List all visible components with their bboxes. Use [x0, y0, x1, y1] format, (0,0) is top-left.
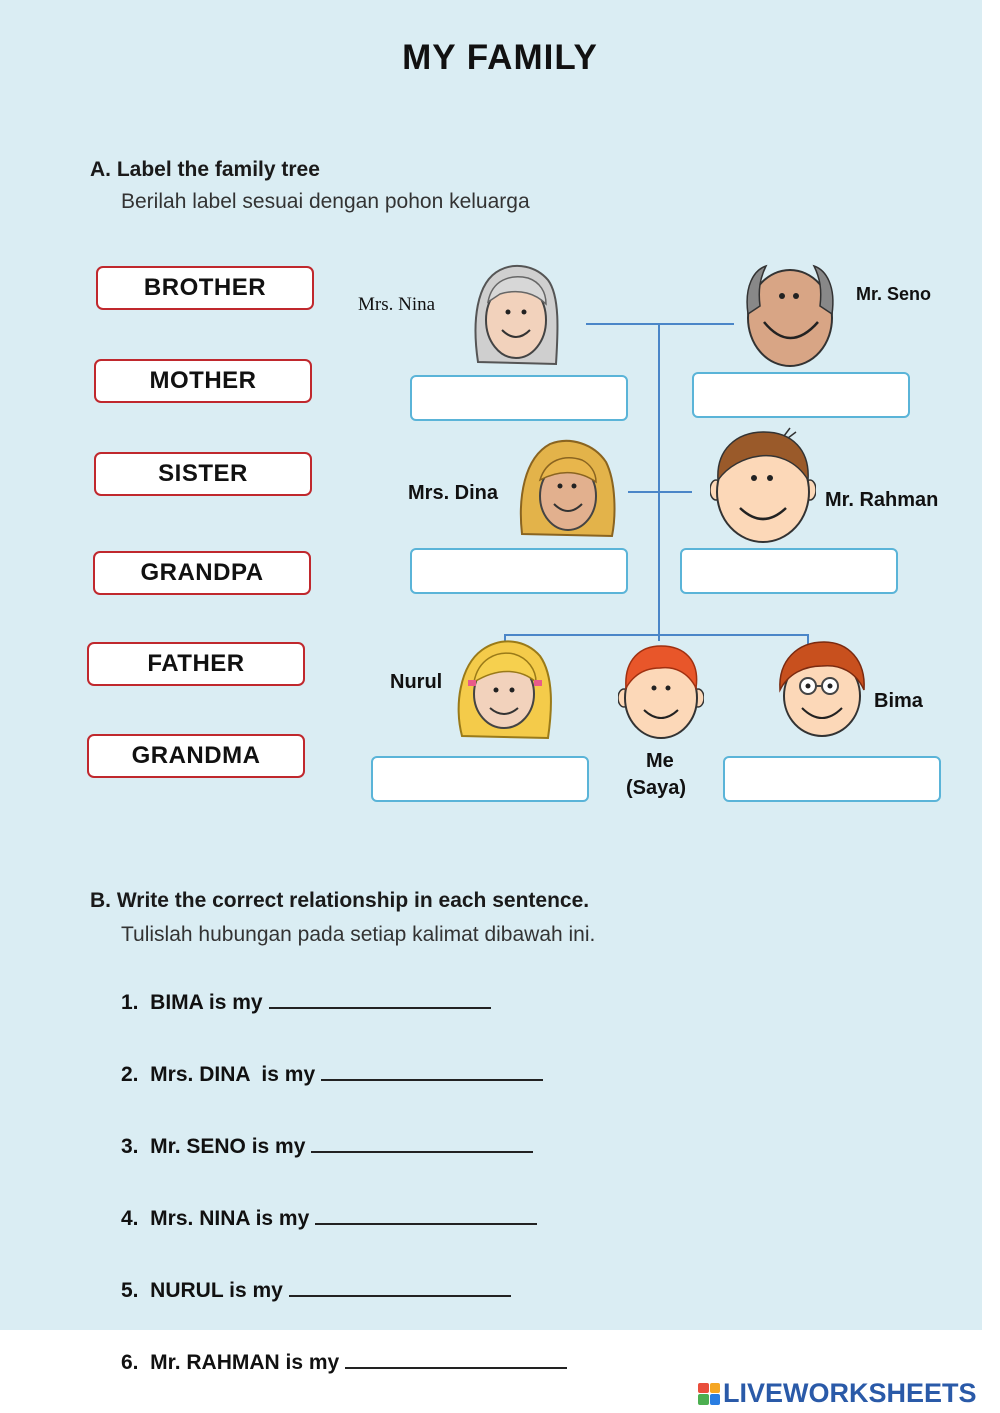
brother-face-icon [776, 638, 868, 738]
answer-blank-6[interactable] [345, 1349, 567, 1369]
word-card-mother[interactable]: MOTHER [94, 359, 312, 403]
question-6 [121, 1349, 567, 1375]
answer-box-father[interactable] [680, 548, 898, 594]
answer-blank-3[interactable] [311, 1133, 533, 1153]
answer-blank-4[interactable] [315, 1205, 537, 1225]
section-b-heading: B. Write the correct relationship in each sentence. [90, 889, 590, 912]
question-2 [121, 1061, 543, 1087]
tree-line-trunk [658, 323, 660, 641]
question-1-text: 1. BIMA is my [121, 991, 263, 1014]
logo-mark-icon [698, 1383, 720, 1405]
question-5-text: 5. NURUL is my [121, 1279, 283, 1302]
grandma-face-icon [470, 262, 562, 368]
name-mother: Mrs. Dina [408, 482, 499, 504]
name-sister: Nurul [390, 671, 443, 693]
question-2-text: 2. Mrs. DINA is my [121, 1063, 316, 1086]
word-card-brother[interactable]: BROTHER [96, 266, 314, 310]
answer-box-grandma[interactable] [410, 375, 628, 421]
answer-box-mother[interactable] [410, 548, 628, 594]
answer-box-grandpa[interactable] [692, 372, 910, 418]
question-3 [121, 1133, 533, 1159]
answer-blank-5[interactable] [289, 1277, 511, 1297]
answer-blank-2[interactable] [321, 1061, 543, 1081]
name-grandpa: Mr. Seno [856, 284, 932, 304]
liveworksheets-logo [698, 1378, 977, 1409]
tree-line-parents [628, 491, 692, 493]
father-face-icon [710, 426, 816, 544]
section-a-subheading: Berilah label sesuai dengan pohon keluarga [121, 190, 530, 213]
question-3-text: 3. Mr. SENO is my [121, 1135, 306, 1158]
question-6-text: 6. Mr. RAHMAN is my [121, 1351, 340, 1374]
page-title: MY FAMILY [402, 38, 598, 77]
me-face-icon [618, 642, 704, 740]
grandpa-face-icon [742, 256, 838, 368]
answer-box-sister[interactable] [371, 756, 589, 802]
word-card-grandma[interactable]: GRANDMA [87, 734, 305, 778]
brand-text: LIVEWORKSHEETS [723, 1378, 977, 1408]
word-card-grandpa[interactable]: GRANDPA [93, 551, 311, 595]
name-grandma: Mrs. Nina [358, 294, 436, 315]
question-4 [121, 1205, 537, 1231]
name-brother: Bima [874, 690, 923, 712]
question-1 [121, 989, 491, 1015]
sister-face-icon [456, 636, 554, 742]
word-card-sister[interactable]: SISTER [94, 452, 312, 496]
name-father: Mr. Rahman [825, 489, 939, 511]
section-b-subheading: Tulislah hubungan pada setiap kalimat dibawah ini. [121, 923, 596, 946]
name-me: Me [646, 750, 674, 772]
answer-blank-1[interactable] [269, 989, 491, 1009]
answer-box-brother[interactable] [723, 756, 941, 802]
tree-line-grandparents [586, 323, 734, 325]
section-a-heading: A. Label the family tree [90, 158, 320, 181]
question-5 [121, 1277, 511, 1303]
question-4-text: 4. Mrs. NINA is my [121, 1207, 310, 1230]
name-me-sub: (Saya) [626, 777, 687, 799]
word-card-father[interactable]: FATHER [87, 642, 305, 686]
mother-face-icon [518, 438, 618, 540]
